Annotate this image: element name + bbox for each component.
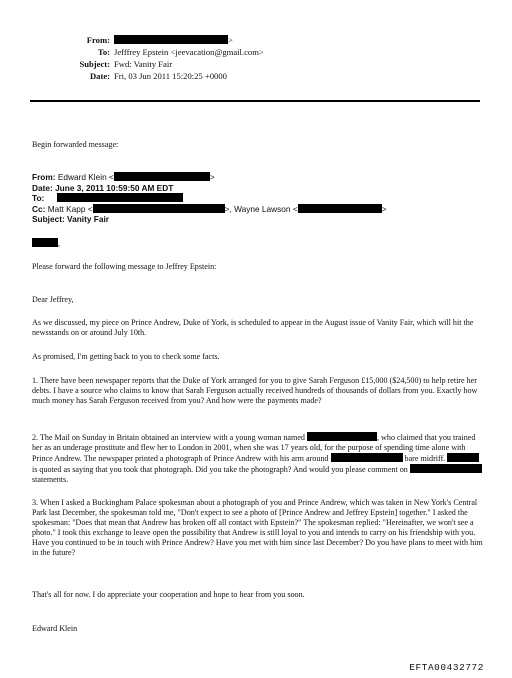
header-date-row (0, 70, 227, 82)
redaction-recipient-name (32, 238, 58, 247)
fwd-subject-value: Vanity Fair (67, 214, 110, 225)
redacted-name-line: , (32, 238, 60, 249)
closing-paragraph: That's all for now. I do appreciate your cooperation and hope to hear from you soon. (32, 590, 305, 599)
greeting: Dear Jeffrey, (32, 295, 74, 304)
header-to-row (0, 46, 264, 58)
fwd-subject-label: Subject: (32, 214, 65, 225)
fwd-date-row (32, 183, 387, 194)
fwd-cc-label: Cc: (32, 203, 46, 214)
question-2: 2. The Mail on Sunday in Britain obtained an interview with a young woman named , who claimed that you trained her as an underage prostitute and flew her to London in 2001, when she was 17 years old, for the purpose of spending time alone with Prince Andrew. The newspaper printed a photograph of Prince Andrew with his arm around bare midriff. is quoted as saying that you took that photograph. Did you take the photograph? And would you please comment on statements. (32, 432, 484, 485)
para-promised: As promised, I'm getting back to you to check some facts. (32, 352, 220, 361)
redaction-fwd-to (57, 193, 183, 202)
signature: Edward Klein (32, 624, 78, 633)
redaction-fwd-cc-1 (93, 204, 225, 213)
redaction-from (114, 35, 228, 44)
forwarded-header (32, 172, 387, 225)
question-1: 1. There have been newspaper reports that the Duke of York arranged for you to give Sarah Ferguson £15,000 ($24,500) to help retire her debts. I have a source who claims to know that Sarah Ferguson actually received hundreds of thousands of dollars from you. Exactly how much money has Sarah Ferguson received from you? And how were the payments made? (32, 376, 478, 405)
fwd-from-row: From: Edward Klein < > (32, 172, 215, 182)
header-subject-label: Subject: (79, 59, 110, 69)
header-subject-value: Fwd: Vanity Fair (114, 59, 173, 69)
fwd-date-value: June 3, 2011 10:59:50 AM EDT (55, 182, 174, 193)
header-divider (30, 100, 480, 102)
redaction-q2-name (307, 432, 377, 441)
please-forward-text: Please forward the following message to Jeffrey Epstein: (32, 262, 217, 271)
para-intro: As we discussed, my piece on Prince Andrew, Duke of York, is scheduled to appear in the August issue of Vanity Fair, which will hit the newsstands on or around July 10th. (32, 318, 474, 337)
header-to-value: Jefffrey Epstein <jeevacation@gmail.com> (114, 47, 264, 57)
email-header (0, 34, 264, 82)
fwd-cc-name: Matt Kapp < (47, 203, 93, 214)
header-from-label: From: (86, 35, 110, 45)
bates-number: EFTA00432772 (409, 662, 484, 673)
header-subject-row (0, 58, 173, 70)
fwd-to-row (32, 193, 387, 204)
redaction-q2-quoted (447, 453, 479, 462)
fwd-subject-row (32, 214, 387, 225)
begin-forwarded-label: Begin forwarded message: (32, 140, 119, 149)
header-to-label: To: (97, 47, 110, 57)
header-date-label: Date: (89, 71, 110, 81)
redaction-fwd-cc-2 (298, 204, 382, 213)
fwd-cc-row: Cc: Matt Kapp < >, Wayne Lawson < > (32, 203, 387, 214)
fwd-to-label: To: (32, 193, 45, 204)
header-date-value: Fri, 03 Jun 2011 15:20:25 +0000 (114, 71, 227, 81)
redaction-q2-statements (410, 464, 482, 473)
header-from-row: From: > (86, 35, 233, 45)
question-3: 3. When I asked a Buckingham Palace spokesman about a photograph of you and Prince Andrew, which was taken in New York's Central Park last December, the spokesman told me, "Don't expect to see a photo of [Prince Andrew and Jeffrey Epstein] together." I asked the spokesman: "Does that mean that Andrew has broken off all contact with Epstein?" The spokesman replied: "Hereinafter, we won't see a photo." I took this exchange to leave open the possibility that Andrew is still loyal to you and intends to carry on his friendship with you. Have you continued to be in touch with Prince Andrew? Have you met with him since last December? Do you have plans to meet with him in the future? (32, 498, 483, 557)
fwd-date-label: Date: (32, 182, 53, 193)
fwd-from-name: Edward Klein < (57, 172, 114, 182)
redaction-q2-person (331, 453, 403, 462)
fwd-from-label: From: (32, 172, 56, 182)
redaction-fwd-from (114, 172, 210, 181)
